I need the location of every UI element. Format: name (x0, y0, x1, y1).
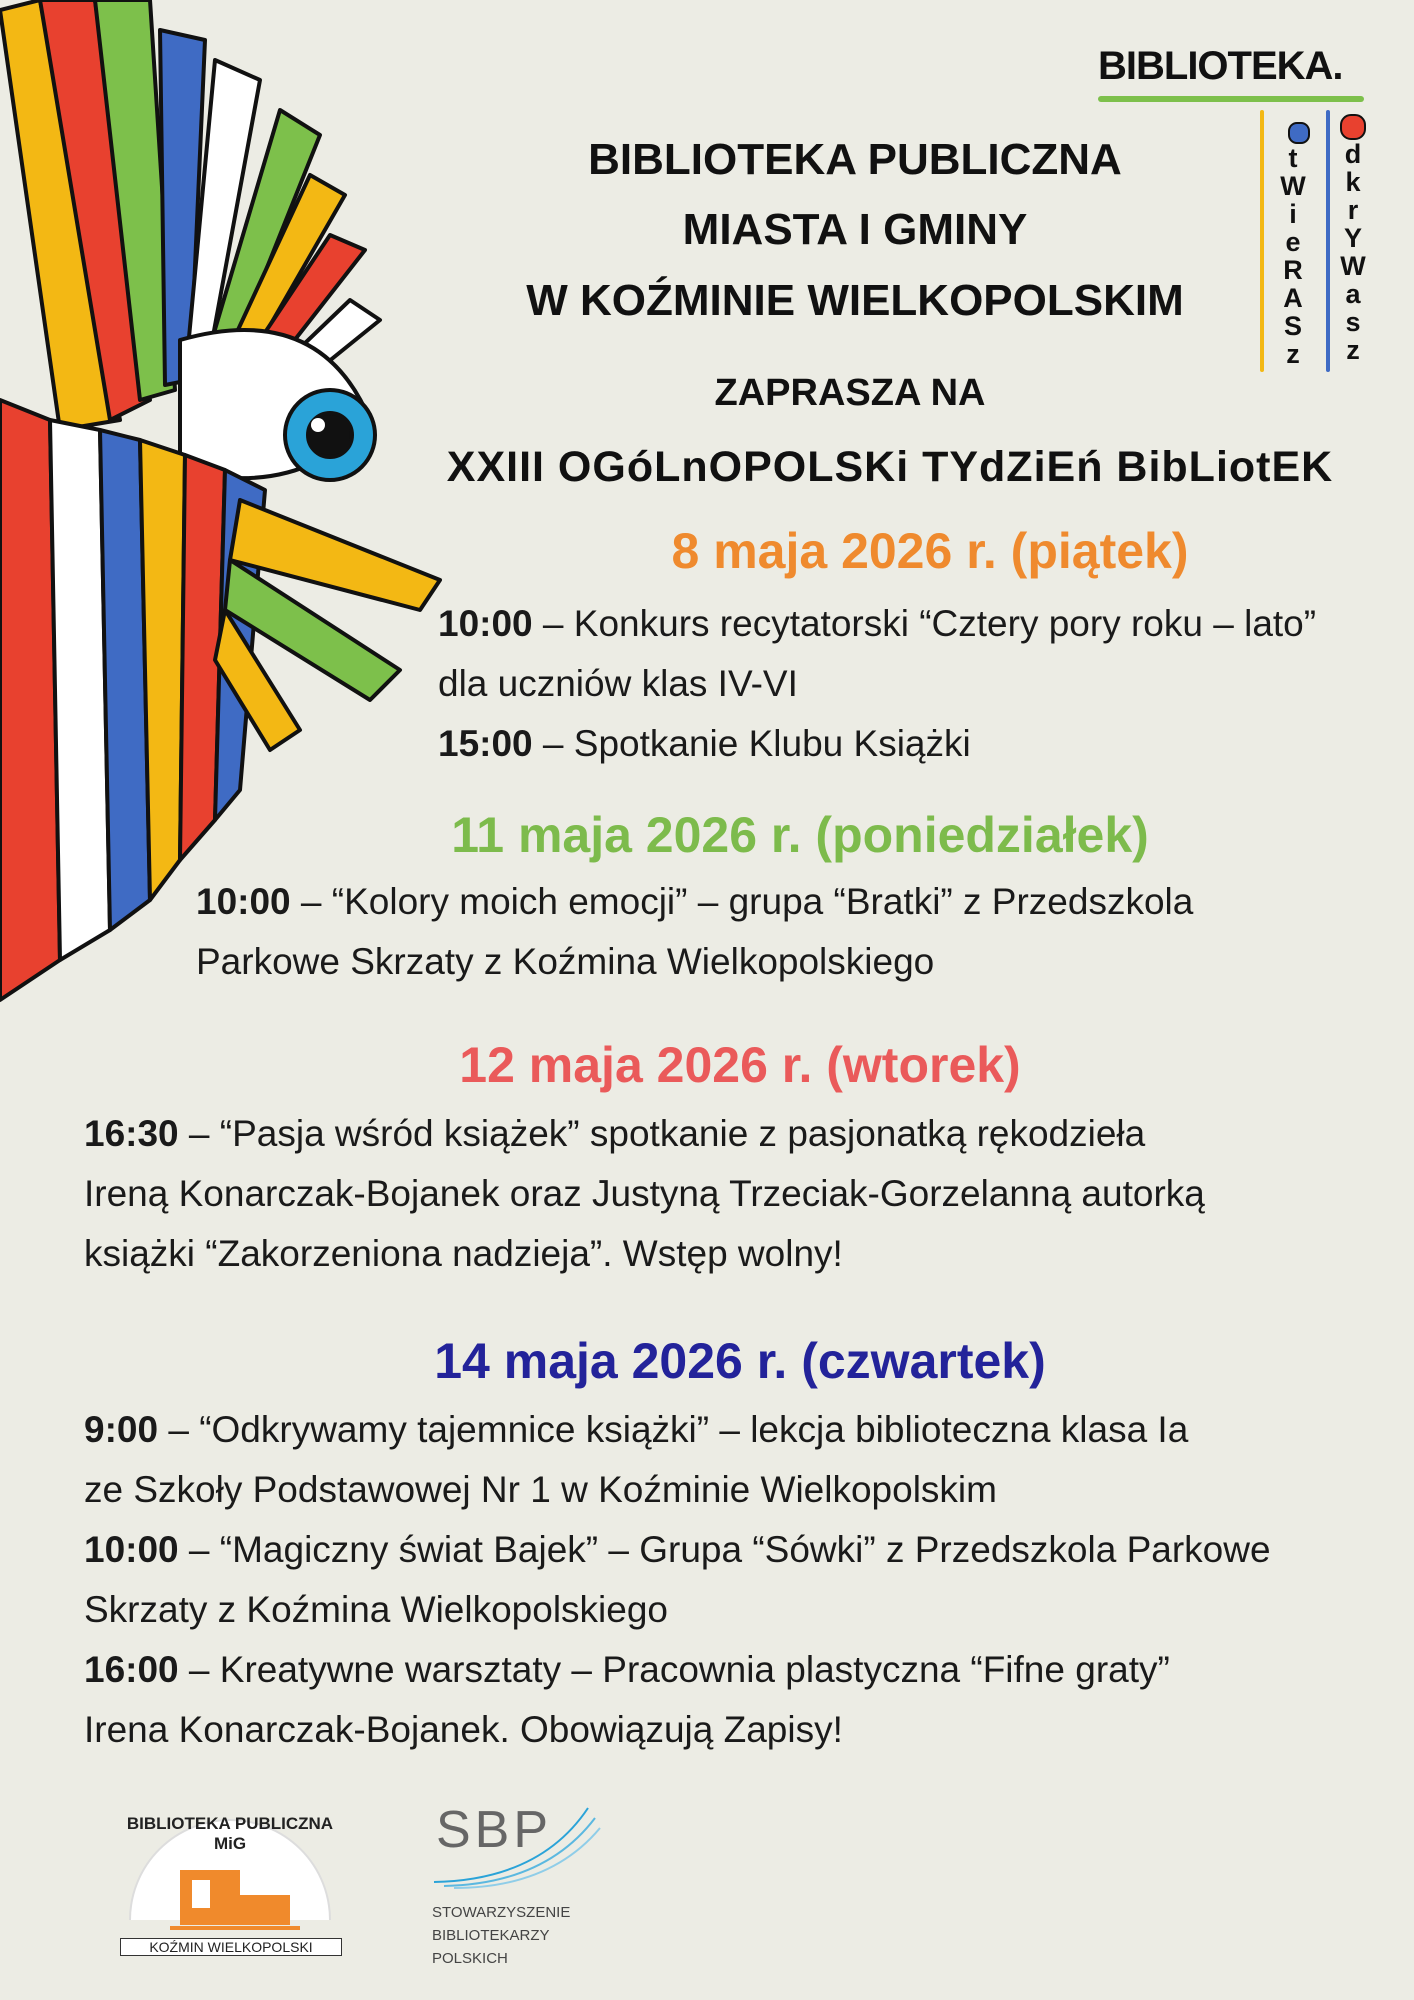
day-schedule-1 (438, 594, 1316, 774)
library-name-line3: W KOŹMINIE WIELKOPOLSKIM (526, 276, 1184, 325)
logo-underline (1098, 96, 1364, 102)
schedule-line: 16:30 – “Pasja wśród książek” spotkanie z pasjonatką rękodzieła (84, 1113, 1146, 1154)
day-schedule-3 (84, 1104, 1205, 1284)
schedule-line: ze Szkoły Podstawowej Nr 1 w Koźminie Wielkopolskim (84, 1469, 997, 1510)
sbp-line1: STOWARZYSZENIE (432, 1904, 571, 1921)
logo-blue-dot-icon (1288, 122, 1310, 144)
sbp-line3: POLSKICH (432, 1950, 508, 1967)
logo-blue-line (1326, 110, 1330, 372)
library-logo-bottom-text: KOŹMIN WIELKOPOLSKI (120, 1938, 342, 1956)
event-title: XXIII OGóLnOPOLSKi TYdZiEń BibLiotEK (446, 443, 1334, 491)
schedule-line: 10:00 – “Kolory moich emocji” – grupa “Bratki” z Przedszkola (196, 881, 1194, 922)
schedule-line: dla uczniów klas IV-VI (438, 663, 798, 704)
library-logo (110, 1800, 350, 1965)
day-heading-2: 11 maja 2026 r. (poniedziałek) (451, 807, 1149, 863)
sbp-line2: BIBLIOTEKARZY (432, 1927, 550, 1944)
sbp-swoosh-icon (430, 1800, 610, 1890)
library-name-line1: BIBLIOTEKA PUBLICZNA (588, 135, 1122, 184)
sbp-logo (430, 1800, 610, 1970)
invite-text: ZAPRASZA NA (714, 372, 986, 414)
schedule-line: Irena Konarczak-Bojanek. Obowiązują Zapisy! (84, 1709, 843, 1750)
schedule-line: Skrzaty z Koźmina Wielkopolskiego (84, 1589, 668, 1630)
schedule-line: Ireną Konarczak-Bojanek oraz Justyną Trzeciak-Gorzelanną autorką (84, 1173, 1205, 1214)
logo-word-odkrywasz: d k r Y W a s z (1340, 139, 1366, 365)
logo-word-twierasz: t W i e R A S z (1280, 143, 1306, 369)
schedule-line: 16:00 – Kreatywne warsztaty – Pracownia plastyczna “Fifne graty” (84, 1649, 1170, 1690)
day-schedule-2 (196, 872, 1193, 992)
logo-title: BIBLIOTEKA. (1098, 44, 1343, 88)
day-heading-1: 8 maja 2026 r. (piątek) (671, 523, 1189, 579)
schedule-line: 9:00 – “Odkrywamy tajemnice książki” – lekcja biblioteczna klasa Ia (84, 1409, 1189, 1450)
library-name-line2: MIASTA I GMINY (682, 205, 1028, 254)
library-logo-top-text: BIBLIOTEKA PUBLICZNA MiG (126, 1814, 334, 1853)
schedule-line: 10:00 – Konkurs recytatorski “Cztery pory roku – lato” (438, 603, 1317, 644)
schedule-line: Parkowe Skrzaty z Koźmina Wielkopolskiego (196, 941, 935, 982)
logo-red-dot-icon (1340, 114, 1366, 140)
day-heading-3: 12 maja 2026 r. (wtorek) (459, 1037, 1021, 1093)
schedule-line: 10:00 – “Magiczny świat Bajek” – Grupa “Sówki” z Przedszkola Parkowe (84, 1529, 1271, 1570)
day-schedule-4 (84, 1400, 1271, 1760)
schedule-line: książki “Zakorzeniona nadzieja”. Wstęp wolny! (84, 1233, 843, 1274)
day-heading-4: 14 maja 2026 r. (czwartek) (434, 1333, 1046, 1389)
sbp-abbr: SBP (436, 1801, 553, 1859)
schedule-line: 15:00 – Spotkanie Klubu Książki (438, 723, 971, 764)
